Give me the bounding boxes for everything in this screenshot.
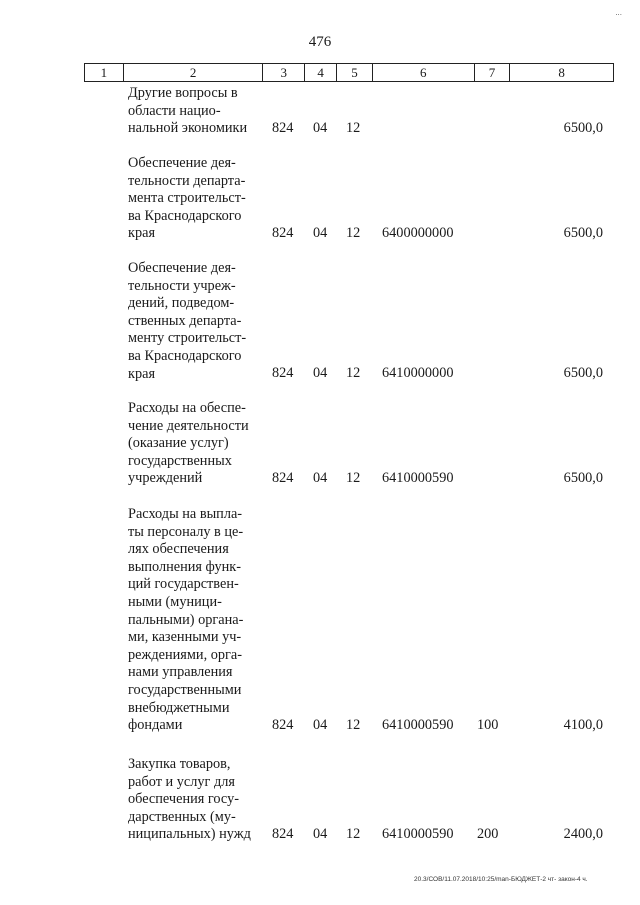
table-row bbox=[0, 155, 640, 243]
table-header bbox=[84, 63, 614, 82]
header-col-3: 3 bbox=[263, 64, 305, 81]
header-col-4: 4 bbox=[305, 64, 337, 81]
corner-mark: ... bbox=[615, 8, 622, 17]
table-row bbox=[0, 506, 640, 735]
section-code: 04 bbox=[313, 225, 328, 242]
section-code: 04 bbox=[313, 470, 328, 487]
subsection-code: 12 bbox=[346, 826, 361, 843]
target-article-code: 6410000590 bbox=[382, 826, 454, 843]
page-number: 476 bbox=[308, 34, 332, 50]
subsection-code: 12 bbox=[346, 470, 361, 487]
table-row bbox=[0, 260, 640, 383]
target-article-code: 6410000000 bbox=[382, 365, 454, 382]
expense-type-code: 100 bbox=[477, 717, 499, 734]
header-col-7: 7 bbox=[475, 64, 511, 81]
target-article-code: 6410000590 bbox=[382, 470, 454, 487]
ministry-code: 824 bbox=[272, 717, 294, 734]
table-row bbox=[0, 756, 640, 844]
header-col-2: 2 bbox=[124, 64, 263, 81]
amount: 6500,0 bbox=[563, 470, 603, 487]
ministry-code: 824 bbox=[272, 225, 294, 242]
target-article-code: 6400000000 bbox=[382, 225, 454, 242]
header-col-1: 1 bbox=[85, 64, 124, 81]
header-col-5: 5 bbox=[337, 64, 373, 81]
row-description: Другие вопросы в области нацио- нальной экономики bbox=[128, 85, 248, 137]
ministry-code: 824 bbox=[272, 120, 294, 137]
section-code: 04 bbox=[313, 826, 328, 843]
expense-type-code: 200 bbox=[477, 826, 499, 843]
ministry-code: 824 bbox=[272, 470, 294, 487]
section-code: 04 bbox=[313, 365, 328, 382]
subsection-code: 12 bbox=[346, 717, 361, 734]
section-code: 04 bbox=[313, 120, 328, 137]
table-row bbox=[0, 400, 640, 488]
amount: 4100,0 bbox=[563, 717, 603, 734]
ministry-code: 824 bbox=[272, 365, 294, 382]
row-description: Обеспечение дея- тельности департа- мента строительст- ва Краснодарского края bbox=[128, 155, 246, 242]
ministry-code: 824 bbox=[272, 826, 294, 843]
amount: 6500,0 bbox=[563, 225, 603, 242]
row-description: Закупка товаров, работ и услуг для обеспечения госу- дарственных (му- ниципальных) нужд bbox=[128, 756, 251, 843]
footer-file-stamp: 20.3/СОВ/11.07.2018/10:25/man-БЮДЖЕТ-2 чт- закон-4 ч. bbox=[414, 876, 588, 883]
subsection-code: 12 bbox=[346, 120, 361, 137]
header-col-8: 8 bbox=[558, 65, 565, 80]
row-description: Расходы на обеспе- чение деятельности (оказание услуг) государственных учреждений bbox=[128, 400, 249, 487]
row-description: Расходы на выпла- ты персоналу в це- лях обеспечения выполнения функ- ций государствен- ными (муници- пальными) органа- ми, казенными уч- реждениями, орга- нами управления государственными внебюджетными фондами bbox=[128, 506, 244, 734]
subsection-code: 12 bbox=[346, 225, 361, 242]
table-row bbox=[0, 85, 640, 138]
amount: 2400,0 bbox=[563, 826, 603, 843]
amount: 6500,0 bbox=[563, 365, 603, 382]
amount: 6500,0 bbox=[563, 120, 603, 137]
section-code: 04 bbox=[313, 717, 328, 734]
target-article-code: 6410000590 bbox=[382, 717, 454, 734]
row-description: Обеспечение дея- тельности учреж- дений, подведом- ственных департа- менту строительст- ва Краснодарского края bbox=[128, 260, 247, 382]
header-col-6: 6 bbox=[373, 64, 475, 81]
subsection-code: 12 bbox=[346, 365, 361, 382]
